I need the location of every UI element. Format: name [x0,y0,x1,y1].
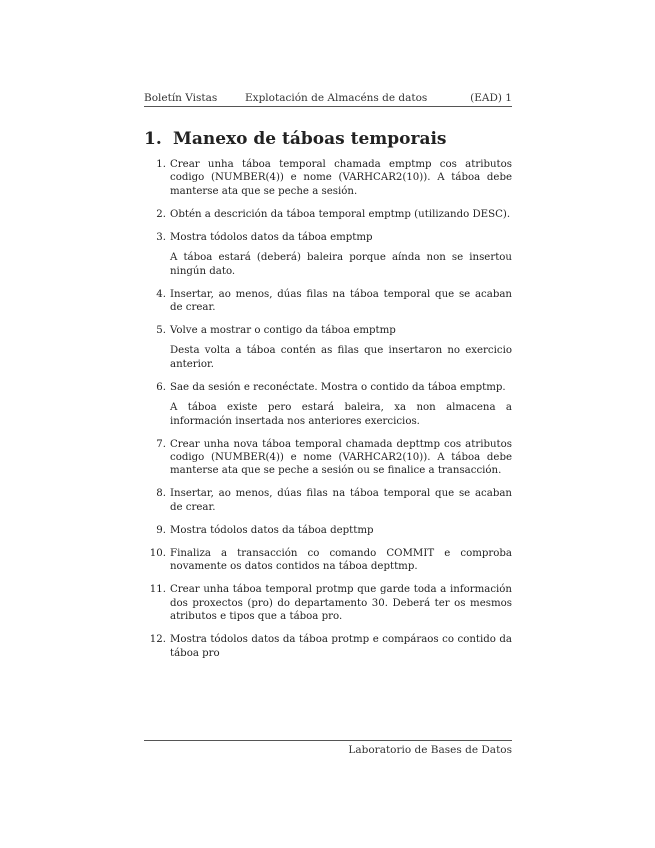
item-number: 5. [156,325,166,337]
section-number: 1. [144,129,162,149]
exercise-item [150,583,512,623]
exercise-item [150,158,512,198]
exercise-item [150,438,512,478]
item-note: Desta volta a táboa contén as filas que insertaron no exercicio anterior. [170,345,512,370]
header-left: Boletín Vistas [144,92,218,104]
item-number: 9. [156,524,166,536]
item-number: 1. [156,159,166,170]
item-note: A táboa estará (deberá) baleira porque aínda non se insertou ningún dato. [170,252,512,277]
footer-rule [144,740,512,741]
item-number: 2. [156,208,166,220]
header-right: (EAD) 1 [470,92,512,104]
exercise-item [150,208,512,221]
page-footer: Laboratorio de Bases de Datos [348,744,512,756]
item-text: Insertar, ao menos, dúas filas na táboa temporal que se acaban de crear. [170,288,512,314]
item-note: A táboa existe pero estará baleira, xa non almacena a información insertada nos anteriores exercicios. [170,402,512,427]
item-text: Mostra tódolos datos da táboa protmp e compáraos co contido da táboa pro [170,634,512,659]
item-number: 6. [156,381,166,393]
exercise-item [150,381,512,428]
item-number: 11. [149,584,166,596]
item-text: Obtén a descrición da táboa temporal emptmp (utilizando DESC). [170,208,511,220]
header-center: Explotación de Almacéns de datos [245,92,428,104]
item-number: 12. [149,634,166,646]
exercise-item [150,288,512,315]
section-title [144,129,447,149]
item-text: Crear unha táboa temporal protmp que garde toda a información dos proxectos (pro) do departamento 30. Deberá ter os mesmos atributos e tipos que a táboa pro. [170,584,512,623]
item-text: Mostra tódolos datos da táboa emptmp [170,231,373,243]
exercise-item [150,547,512,574]
exercise-item [150,633,512,660]
item-text: Finaliza a transacción co comando COMMIT e comproba novamente os datos contidos na táboa depttmp. [170,547,512,573]
section-title-text: Manexo de táboas temporais [173,129,447,149]
exercise-item [150,324,512,371]
item-text: Mostra tódolos datos da táboa depttmp [170,524,374,536]
header-rule [144,106,512,107]
item-number: 8. [156,488,166,500]
exercise-list [150,158,512,670]
item-number: 10. [149,547,166,559]
item-text: Crear unha táboa temporal chamada emptmp cos atributos codigo (NUMBER(4)) e nome (VARHCAR2(10)). A táboa debe manterse ata que se peche a sesión. [170,159,512,197]
item-number: 7. [156,438,166,450]
exercise-item [150,231,512,278]
exercise-item [150,487,512,514]
item-text: Sae da sesión e reconéctate. Mostra o contido da táboa emptmp. [170,381,506,393]
item-text: Crear unha nova táboa temporal chamada depttmp cos atributos codigo (NUMBER(4)) e nome (VARHCAR2(10)). A táboa debe manterse ata que se peche a sesión ou se finalice a transacción. [170,438,512,477]
item-number: 4. [156,288,166,300]
item-text: Insertar, ao menos, dúas filas na táboa temporal que se acaban de crear. [170,488,512,513]
item-text: Volve a mostrar o contigo da táboa emptmp [170,325,396,337]
item-number: 3. [156,231,166,243]
exercise-item [150,524,512,537]
